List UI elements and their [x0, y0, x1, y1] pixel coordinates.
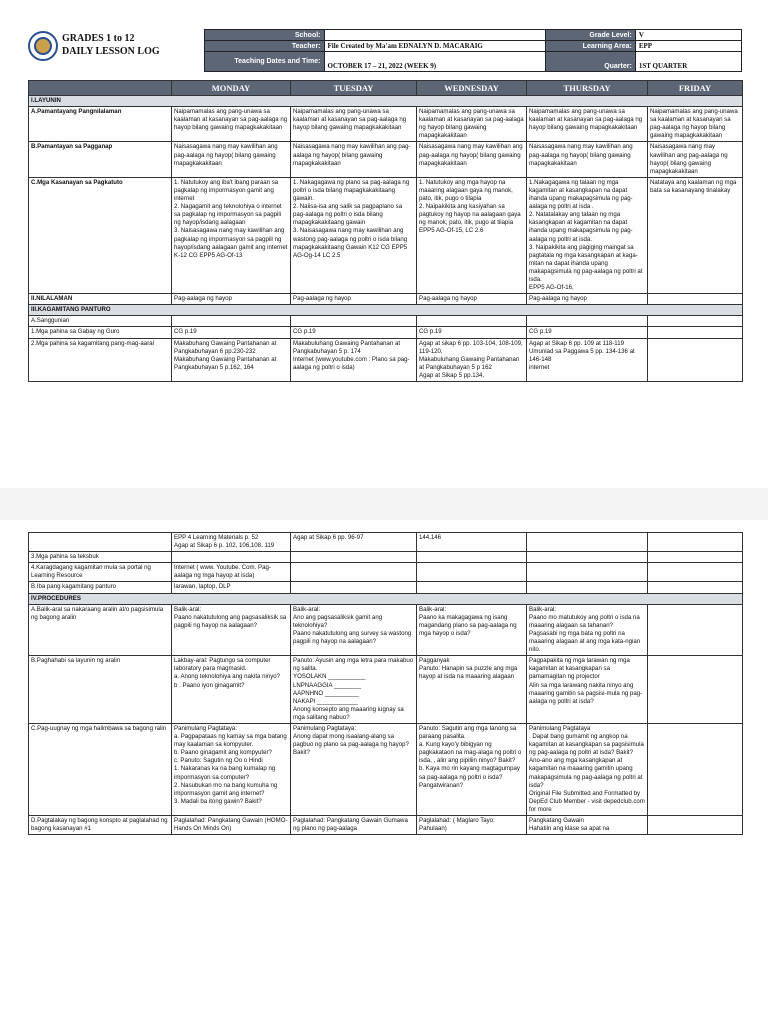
table-row [29, 563, 743, 582]
table-cell [291, 552, 417, 563]
table-row [29, 338, 743, 381]
row-label: C.Pag-uugnay ng mga halimbawa sa bagong ralin [29, 723, 172, 815]
table-row [29, 327, 743, 338]
table-cell [527, 552, 648, 563]
grade-value: V [635, 30, 741, 41]
table-cell: Pag-aalaga ng hayop [172, 294, 291, 305]
section-heading: I.LAYUNIN [29, 96, 743, 107]
table-cell: Balik-aral: Paano ka makagagawa ng isang magandang plano sa pag-aalaga ng mga hayop o isda? [417, 604, 527, 656]
row-label: B.Pamantayan sa Pagganap [29, 142, 172, 177]
table-cell: Balik-aral: Paano mo matutukoy ang poltri o isda na maaaring alagaan sa tahanan? Pagsasabi ng mga bata ng poltri na maaaring alagaan at ang mga kata-ngian nito. [527, 604, 648, 656]
table-cell [648, 316, 743, 327]
document-title: GRADES 1 to 12 DAILY LESSON LOG [62, 33, 160, 57]
table-cell: Panimulang Pagtataya . Dapat bang gumamit ng angkop na kagamitan at kasangkapan sa pagsisimula ng pag-aalaga ng poltri at isda? Bakit? Ano-ano ang mga kasangkapan at kagamitan na maaaring gamitin upang makapagsimula ng pag-aalaga ng poltri at isda? Original File Submitted and Formatted by DepEd Club Member - visit depedclub.com for more [527, 723, 648, 815]
table-cell: Pag-aalaga ng hayop [291, 294, 417, 305]
deped-seal-icon [28, 31, 58, 61]
page-gap [0, 488, 768, 520]
lesson-table-page-2 [28, 532, 743, 835]
table-cell [417, 582, 527, 593]
table-cell [291, 316, 417, 327]
table-cell [648, 604, 743, 656]
table-cell [648, 723, 743, 815]
table-cell: Naipamamalas ang pang-unawa sa kaalaman at kasanayan sa pag-aalaga ng hayop bilang gawaing mapagkakakitaan [527, 107, 648, 142]
table-cell [527, 316, 648, 327]
section-heading: IV.PROCEDURES [29, 593, 743, 604]
row-label: B.Paghahabi sa layunin ng aralin [29, 656, 172, 724]
table-cell: Agap at Sikap 6 pp. 109 at 118-119 Umunlad sa Paggawa 5 pp. 134-136 at 146-148 internet [527, 338, 648, 381]
row-label: 3.Mga pahina sa teksbuk [29, 552, 172, 563]
table-row [29, 533, 743, 552]
table-cell [648, 656, 743, 724]
table-cell: Naipamamalas ang pang-unawa sa kaalaman at kasanayan sa pag-aalaga ng hayop bilang gawaing mapagkakakitaan [648, 107, 743, 142]
table-cell: CG p.19 [527, 327, 648, 338]
table-cell: Naisasagawa nang may kawilihan ang pag-aalaga ng hayop( bilang gawaing mapagkakakitaan [648, 142, 743, 177]
table-cell: Pag-aalaga ng hayop [417, 294, 527, 305]
area-label: Learning Area: [545, 41, 635, 52]
table-cell: CG p.19 [291, 327, 417, 338]
school-label: School: [205, 30, 325, 41]
row-label: 2.Mga pahina sa kagamitang pang-mag-aaral [29, 338, 172, 381]
day-header-row [29, 81, 743, 96]
row-label: 4.Karagdagang kagamitan mula sa portal ng Learning Resource [29, 563, 172, 582]
table-cell: Naisasagawa nang may kawilihan ang pag-aalaga ng hayop( bilang gawaing mapagkakakitaan [417, 142, 527, 177]
table-cell: Panimulang Pagtataya: Anong dapat mong isaalang-alang sa pagbuo ng plano sa pag-aalaga ng hayop? Bakit? [291, 723, 417, 815]
dates-label: Teaching Dates and Time: [205, 52, 325, 72]
row-label: 1.Mga pahina sa Gabay ng Guro [29, 327, 172, 338]
table-row [29, 107, 743, 142]
teacher-value: File Created by Ma'am EDNALYN D. MACARAIG [324, 41, 545, 52]
table-row [29, 656, 743, 724]
table-cell: larawan, laptop, DLP [172, 582, 291, 593]
table-cell: CG p.19 [172, 327, 291, 338]
day-header-thursday: THURSDAY [527, 81, 648, 96]
table-row [29, 723, 743, 815]
table-cell [648, 338, 743, 381]
table-row [29, 604, 743, 656]
table-cell [648, 327, 743, 338]
table-cell: Agap at sikap 6 pp. 103-104, 108-109, 119-120, Makabuluhang Gawaing Pantahanan at Pangkabuhayan 5 p 162 Agap at Sikap 5 pp.134, [417, 338, 527, 381]
table-cell: Internet ( www. Youtube. Com. Pag-aalaga ng mga hayop at isda) [172, 563, 291, 582]
table-cell [417, 563, 527, 582]
table-cell: Pagganyak Panuto: Hanapin sa puzzle ang mga hayop at isda na maaaring alagaan [417, 656, 527, 724]
table-cell: Naisasagawa nang may kawilihan ang pag-aalaga ng hayop( bilang gawaing mapagkakakitaan [291, 142, 417, 177]
table-cell [648, 563, 743, 582]
table-cell: Natataya ang kaalaman ng mga bata sa kasanayang tinalakay [648, 177, 743, 293]
table-cell: Naipamamalas ang pang-unawa sa kaalaman at kasanayan sa pag-aalaga ng hayop bilang gawaing mapagkakakitaan [291, 107, 417, 142]
row-label: B.Iba pang kagamitang panturo [29, 582, 172, 593]
table-cell [172, 316, 291, 327]
table-cell: 1. Nakagagawa ng plano sa pag-aalaga ng poltri o isda bilang mapagkakakitaang gawain. 2. Naiisa-isa ang salik sa pagpaplano sa pag-aalaga ng poltri o isda bilang mapagkakakitaang gawain 3. Naisasagawa nang may kawilihan ang wastong pag-aalaga ng poltri o isda bilang mapagkakakitaang Gawain K12 CG EPP5 AG-Og-14 LC 2.5 [291, 177, 417, 293]
table-row [29, 305, 743, 316]
table-cell [527, 582, 648, 593]
table-cell: Panimulang Pagtataya: a. Pagpapataas ng kamay sa mga batang may kaalaman sa kompyuter. b. Paano ginagamit ang kompyuter? c. Panuto: Sagutin ng Oo o Hindi 1. Nakaranas ka na bang kumalap ng impormasyon sa computer? 2. Nasubukan mo na bang kumuha ng impormasyon gamit ang internet? 3. Madali ba itong gawin? Bakit? [172, 723, 291, 815]
table-cell: Pag-aalaga ng hayop [527, 294, 648, 305]
school-value [324, 30, 545, 41]
day-header-corner [29, 81, 172, 96]
day-header-monday: MONDAY [172, 81, 291, 96]
table-row [29, 552, 743, 563]
page-1 [0, 0, 768, 488]
table-cell: CG p.19 [417, 327, 527, 338]
quarter-value: 1ST QUARTER [635, 52, 741, 72]
table-cell: 1. Natutukoy ang mga hayop na maaaring alagaan gaya ng manok, pato, itik, pugo o tilapia 2. Naipakikita ang kasiyahan sa pagtukoy ng hayop na aalagaan gaya ng manok, pato, itik, pugo at tilapia EPP5 AG-Of-15, LC 2.6 [417, 177, 527, 293]
dates-value: OCTOBER 17 – 21, 2022 (WEEK 9) [324, 52, 545, 72]
table-cell: Naipamamalas ang pang-unawa sa kaalaman at kasanayan sa pag-aalaga ng hayop bilang gawaing mapagkakakitaan [417, 107, 527, 142]
table-cell: Pagpapakita ng mga larawan ng mga kagamitan at kasangkapan sa pamamagitan ng projector Alin sa mga larawang nakita ninyo ang maaaring gamitin sa pagsisi-mula ng pag-aalaga ng poltri at isda? [527, 656, 648, 724]
row-label: D.Pagtalakay ng bagong konspto at paglalahad ng bagong kasanayan #1 [29, 816, 172, 835]
table-cell: Paglalahad: Pangkatang Gawain (HOMO-Hands On Minds On) [172, 816, 291, 835]
table-row [29, 294, 743, 305]
info-table [204, 29, 742, 72]
table-cell: Naipamamalas ang pang-unawa sa kaalaman at kasanayan sa pag-aalaga ng hayop bilang gawaing mapagkakakitaan [172, 107, 291, 142]
row-label [29, 533, 172, 552]
table-cell [527, 563, 648, 582]
document-header [28, 29, 742, 74]
table-cell [291, 563, 417, 582]
table-cell [291, 582, 417, 593]
row-label: A.Pamantayang Pangnilalaman [29, 107, 172, 142]
table-row [29, 316, 743, 327]
day-header-wednesday: WEDNESDAY [417, 81, 527, 96]
table-row [29, 142, 743, 177]
table-row [29, 96, 743, 107]
table-cell [648, 582, 743, 593]
table-cell: Naisasagawa nang may kawilihan ang pag-aalaga ng hayop( bilang gawaing mapagkakakitaan [527, 142, 648, 177]
lesson-table-page-1 [28, 80, 743, 382]
table-row [29, 816, 743, 835]
table-cell: Lakbay-aral: Pagtungo sa computer laboratory para magmasid. a. Anong teknolohiya ang nakita ninyo? b . Paano iyon ginagamit? [172, 656, 291, 724]
table-cell: Makabuhang Gawaing Pantahanan at Pangkabuhayan 6 pp.230-232 Makabuhang Gawaing Pantahanan at Pangkabuhayan 5 p.162, 164 [172, 338, 291, 381]
table-cell: 144,146 [417, 533, 527, 552]
table-cell: Panuto: Ayusin ang mga letra para makabuo ng salita. YOSOLAKN ___________ LNPNAAGGIA ________ AAPNHNO __________ NAKAPI ____________ Anong konsepto ang maaaring iugnay sa mga salitang nabuo? [291, 656, 417, 724]
table-row [29, 582, 743, 593]
table-cell: EPP 4 Learning Materials p. 52 Agap at Sikap 6 p. 102, 106,108, 119 [172, 533, 291, 552]
table-cell: Balik-aral: Paano nakatutulong ang pagsasaliksik sa pagpili ng hayop na aalagaan? [172, 604, 291, 656]
table-cell: Paglalahad: ( Maglaro Tayo: Pahulaan) [417, 816, 527, 835]
day-header-friday: FRIDAY [648, 81, 743, 96]
day-header-tuesday: TUESDAY [291, 81, 417, 96]
row-label: A.Balik-aral sa nakaraang aralin at/o pagsisimula ng bagong aralin [29, 604, 172, 656]
area-value: EPP [635, 41, 741, 52]
table-cell: Balik-aral: Ano ang pagsasaliksik gamit ang teknolohiya? Paano nakatutulong ang survey sa wastong pagpili ng hayop na aalagaan? [291, 604, 417, 656]
table-cell [648, 533, 743, 552]
quarter-label: Quarter: [545, 52, 635, 72]
table-cell [417, 316, 527, 327]
table-cell [527, 533, 648, 552]
row-label: II.NILALAMAN [29, 294, 172, 305]
table-cell: 1. Natutukoy ang iba't ibang paraan sa pagkalap ng impormasyon gamit ang internet 2. Nagagamit ang teknolohiya o internet sa pagkalap ng impormasyon sa pagpili ng hayop/isdang aalagaan 3. Naisasagawa nang may kawilihan ang pagkalap ng impormasyon sa pagpili ng hayop/isdang aalagaan gamit ang internet K-12 CG EPP5 AG-Of-13 [172, 177, 291, 293]
table-cell: Paglalahad: Pangkatang Gawain Gumawa ng plano ng pag-aalaga [291, 816, 417, 835]
table-cell [648, 552, 743, 563]
table-cell: Pangkatang Gawain Hahatiin ang klase sa apat na [527, 816, 648, 835]
table-cell: 1.Nakagagawa ng talaan ng mga kagamitan at kasangkapan na dapat ihanda upang makapagsimula ng pag-aalaga ng poltri at isda . 2. Natatalakay ang talaan ng mga kasangkapan at kagamitan na dapat ihanda upang makapagsimula ng pag-aalaga ng poltri at isda. 3. Naipakikita ang pagiging maingat sa pagtatala ng mga kasangkapan at kaga-mitan na dapat ihanda upang makapagsimula ng pag-aalaga ng poltri at isda. EPP5 AG-Of-16, [527, 177, 648, 293]
table-cell [172, 552, 291, 563]
table-cell: Makabuluhang Gawaing Pantahanan at Pangkabuhayan 5 p. 174 Internet (www.youtube.com : Plano sa pag-aalaga ng poltri o isda) [291, 338, 417, 381]
table-cell [417, 552, 527, 563]
row-label: A.Sanggunian [29, 316, 172, 327]
table-cell: Naisasagawa nang may kawilihan ang pag-aalaga ng hayop( bilang gawaing mapagkakakitaan [172, 142, 291, 177]
teacher-label: Teacher: [205, 41, 325, 52]
table-cell [648, 294, 743, 305]
table-row [29, 593, 743, 604]
grade-label: Grade Level: [545, 30, 635, 41]
page-2 [0, 520, 768, 1024]
table-row [29, 177, 743, 293]
section-heading: III.KAGAMITANG PANTURO [29, 305, 743, 316]
table-cell: Agap at Sikap 6 pp. 96-97 [291, 533, 417, 552]
table-cell: Panuto: Sagutin ang mga tanong sa paraang pasalita. a. Kung kayo'y bibigyan ng pagkakataon na mag-alaga ng poltri o isda, , alin ang pipiliin ninyo? Bakit? b. Kaya mo rin kayang magtagumpay sa pag-aalaga ng poltri o isda? Pangatwiranan? [417, 723, 527, 815]
row-label: C.Mga Kasanayan sa Pagkatuto [29, 177, 172, 293]
table-cell [648, 816, 743, 835]
